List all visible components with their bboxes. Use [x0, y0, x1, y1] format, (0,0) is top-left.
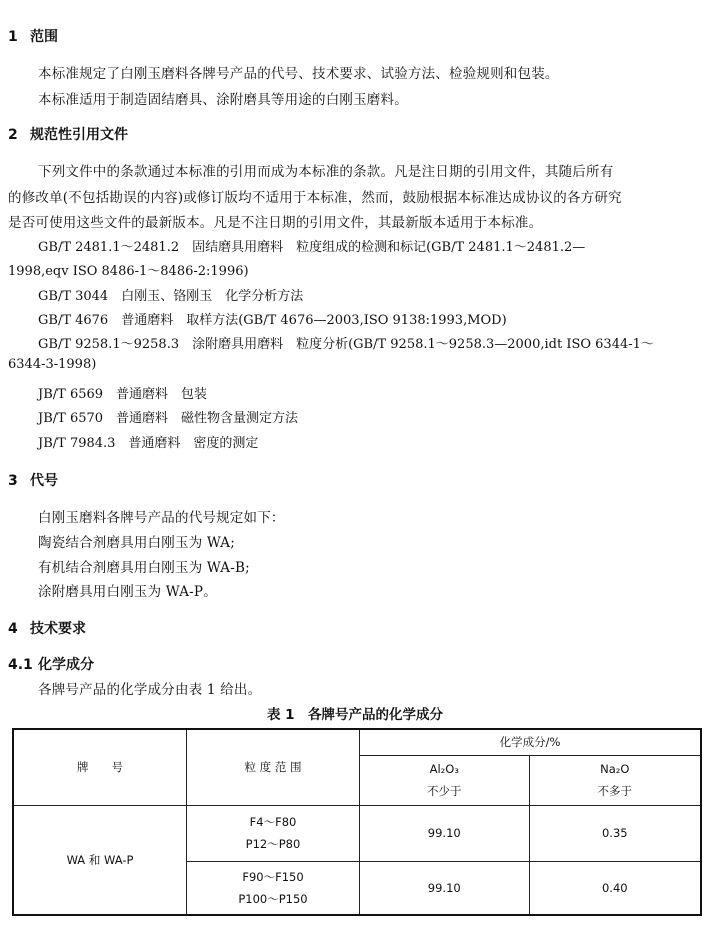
section-2-heading — [8, 124, 128, 144]
section-title: 范围 — [30, 29, 58, 45]
section-4-heading — [8, 618, 86, 638]
paragraph: 涂附磨具用白刚玉为 WA-P。 — [38, 584, 217, 600]
paragraph: 白刚玉磨料各牌号产品的代号规定如下： — [38, 510, 285, 526]
reference-item: JB/T 7984.3 普通磨料 密度的测定 — [38, 436, 259, 451]
section-title: 技术要求 — [30, 621, 86, 637]
paragraph: 各牌号产品的化学成分由表 1 给出。 — [38, 682, 262, 698]
section-number: 4.1 — [8, 657, 33, 673]
na2o-qualifier: 不多于 — [597, 784, 633, 798]
na2o-label: Na₂O — [600, 762, 630, 776]
paragraph: 有机结合剂磨具用白刚玉为 WA-B; — [38, 560, 250, 576]
header-al2o3 — [360, 755, 530, 805]
header-grit-range: 粒 度 范 围 — [187, 729, 360, 805]
section-1-heading — [8, 26, 58, 46]
reference-item: JB/T 6569 普通磨料 包装 — [38, 387, 208, 402]
al2o3-value: 99.10 — [360, 861, 530, 915]
brand-cell: WA 和 WA-P — [13, 805, 187, 915]
table-caption: 表 1 各牌号产品的化学成分 — [266, 707, 444, 723]
reference-item: GB/T 4676 普通磨料 取样方法(GB/T 4676—2003,ISO 9138:1993,MOD) — [38, 313, 507, 328]
reference-item: GB/T 2481.1～2481.2 固结磨具用磨料 粒度组成的检测和标记(GB/T 2481.1～2481.2— — [38, 240, 586, 255]
al2o3-qualifier: 不少于 — [427, 784, 462, 798]
grit-range-cell — [187, 805, 360, 861]
paragraph: 陶瓷结合剂磨具用白刚玉为 WA; — [38, 535, 235, 551]
section-number: 2 — [8, 127, 18, 143]
reference-item: 1998,eqv ISO 8486-1～8486-2:1996) — [8, 264, 249, 279]
section-title: 规范性引用文件 — [30, 127, 128, 143]
reference-item: 6344-3-1998) — [8, 357, 97, 372]
section-title: 代号 — [30, 473, 58, 489]
section-title: 化学成分 — [38, 657, 94, 673]
section-number: 4 — [8, 621, 18, 637]
paragraph: 是否可使用这些文件的最新版本。凡是不注日期的引用文件，其最新版本适用于本标准。 — [8, 215, 543, 231]
al2o3-label: Al₂O₃ — [429, 762, 459, 776]
header-brand: 牌 号 — [13, 729, 187, 805]
section-3-heading — [8, 470, 58, 490]
grit-range-cell — [187, 861, 360, 915]
header-na2o — [529, 755, 701, 805]
grit-range-p: P12～P80 — [245, 837, 301, 851]
paragraph: 本标准规定了白刚玉磨料各牌号产品的代号、技术要求、试验方法、检验规则和包装。 — [38, 66, 559, 82]
paragraph: 本标准适用于制造固结磨具、涂附磨具等用途的白刚玉磨料。 — [38, 92, 408, 108]
table-row — [13, 805, 701, 861]
grit-range-p: P100～P150 — [238, 891, 308, 906]
na2o-value: 0.40 — [529, 861, 701, 915]
al2o3-value: 99.10 — [360, 805, 530, 861]
reference-item: JB/T 6570 普通磨料 磁性物含量测定方法 — [38, 411, 299, 426]
chemical-composition-table — [12, 728, 702, 916]
grit-range-f: F4～F80 — [249, 815, 297, 829]
section-4-1-heading — [8, 654, 94, 674]
grit-range-f: F90～F150 — [242, 869, 304, 884]
header-chemical-composition: 化学成分/% — [360, 729, 702, 755]
na2o-value: 0.35 — [529, 805, 701, 861]
paragraph: 下列文件中的条款通过本标准的引用而成为本标准的条款。凡是注日期的引用文件，其随后所有 — [38, 164, 614, 180]
reference-item: GB/T 9258.1～9258.3 涂附磨具用磨料 粒度分析(GB/T 9258.1～9258.3—2000,idt ISO 6344-1～ — [38, 337, 654, 352]
section-number: 3 — [8, 473, 18, 489]
section-number: 1 — [8, 29, 18, 45]
reference-item: GB/T 3044 白刚玉、铬刚玉 化学分析方法 — [38, 289, 304, 304]
paragraph: 的修改单(不包括勘误的内容)或修订版均不适用于本标准，然而，鼓励根据本标准达成协议的各方研究 — [8, 190, 622, 206]
